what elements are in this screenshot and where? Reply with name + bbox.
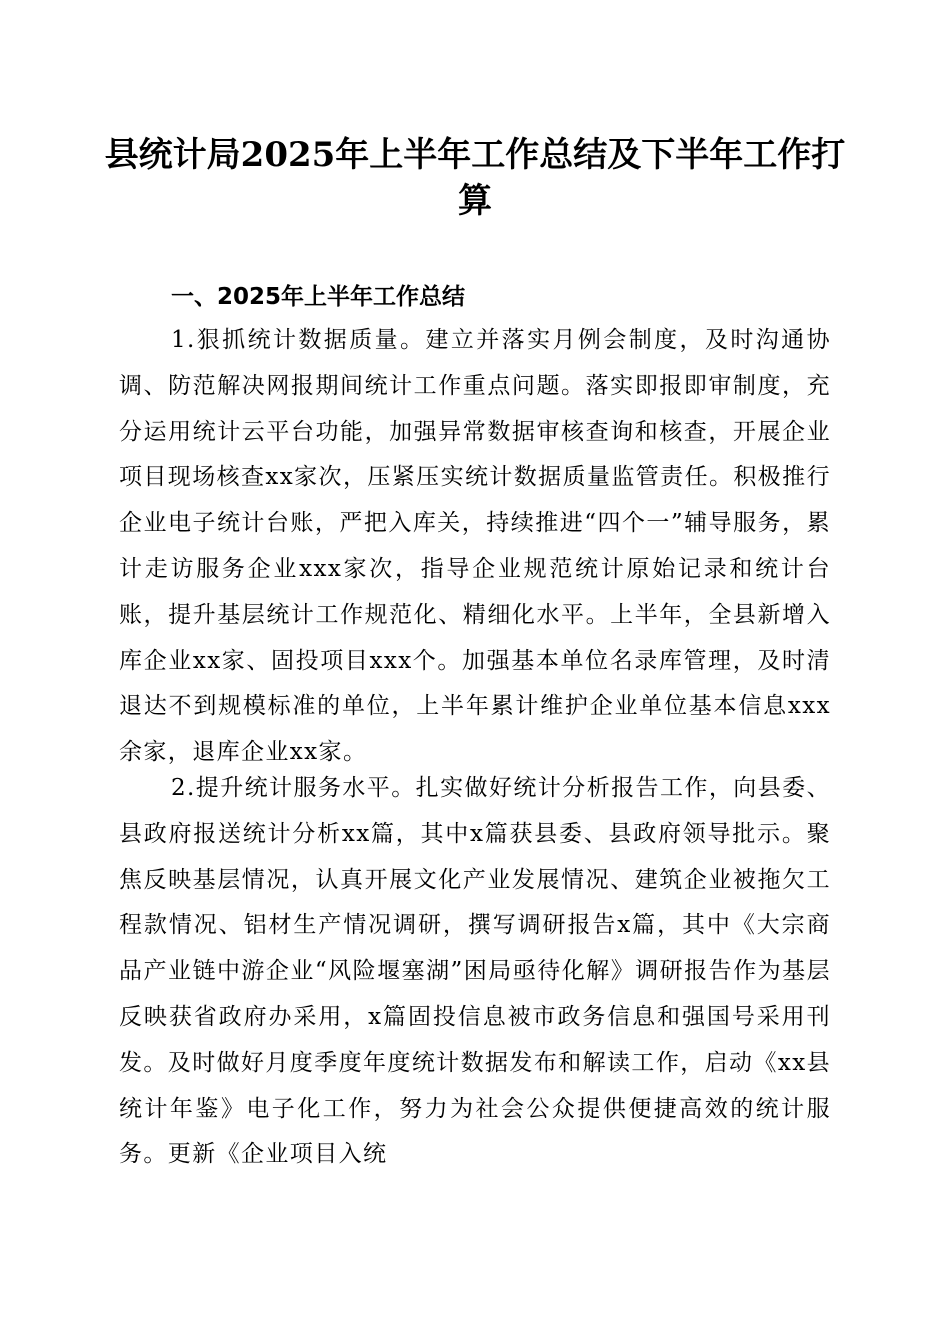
- document-title: 县统计局2025年上半年工作总结及下半年工作打算: [104, 135, 846, 221]
- body-paragraph: 2.提升统计服务水平。扎实做好统计分析报告工作，向县委、县政府报送统计分析xx篇，其中x篇获县委、县政府领导批示。聚焦反映基层情况，认真开展文化产业发展情况、建筑企业被拖欠工程款情况、铝材生产情况调研，撰写调研报告x篇，其中《大宗商品产业链中游企业“风险堰塞湖”困局亟待化解》调研报告作为基层反映获省政府办采用，x篇固投信息被市政务信息和强国号采用刊发。及时做好月度季度年度统计数据发布和解读工作，启动《xx县统计年鉴》电子化工作，努力为社会公众提供便捷高效的统计服务。更新《企业项目入统: [119, 775, 831, 1168]
- body-paragraph: 1.狠抓统计数据质量。建立并落实月例会制度，及时沟通协调、防范解决网报期间统计工作重点问题。落实即报即审制度，充分运用统计云平台功能，加强异常数据审核查询和核查，开展企业项目现场核查xx家次，压紧压实统计数据质量监管责任。积极推行企业电子统计台账，严把入库关，持续推进“四个一”辅导服务，累计走访服务企业xxx家次，指导企业规范统计原始记录和统计台账，提升基层统计工作规范化、精细化水平。上半年，全县新增入库企业xx家、固投项目xxx个。加强基本单位名录库管理，及时清退达不到规模标准的单位，上半年累计维护企业单位基本信息xxx余家，退库企业xx家。: [119, 327, 831, 766]
- section-heading: 一、2025年上半年工作总结: [171, 284, 466, 310]
